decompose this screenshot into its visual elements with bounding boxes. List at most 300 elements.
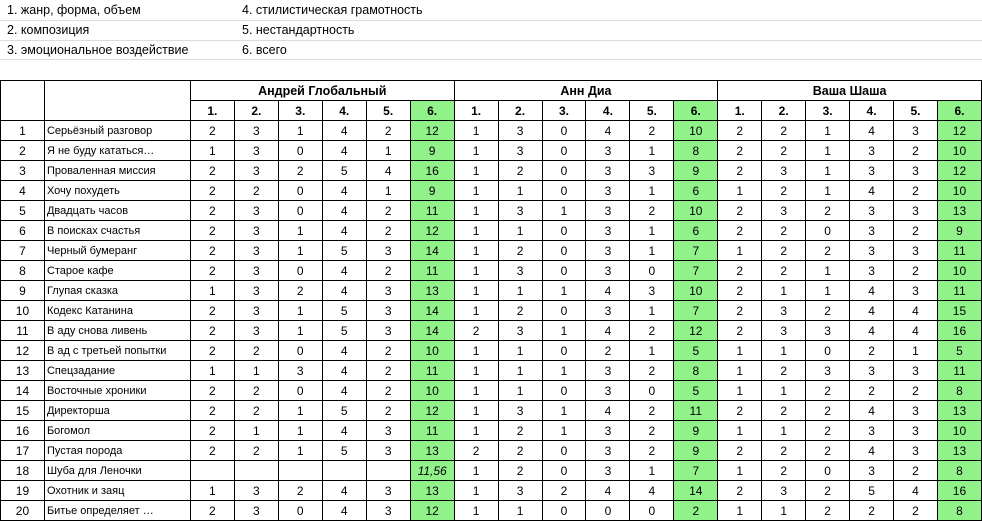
criterion-score: 3 — [850, 201, 894, 221]
total-score: 7 — [674, 301, 718, 321]
criterion-score: 1 — [454, 261, 498, 281]
criterion-score: 4 — [630, 481, 674, 501]
table-row — [1, 241, 982, 261]
total-score: 11 — [410, 421, 454, 441]
criterion-score: 0 — [278, 381, 322, 401]
story-title: Богомол — [44, 421, 190, 441]
table-row — [1, 461, 982, 481]
criterion-score: 3 — [498, 201, 542, 221]
criterion-score: 1 — [894, 341, 938, 361]
criterion-score: 4 — [322, 381, 366, 401]
row-number: 9 — [1, 281, 45, 301]
criterion-score: 4 — [850, 281, 894, 301]
total-score: 9 — [937, 221, 981, 241]
total-score: 7 — [674, 261, 718, 281]
criterion-header: 1. — [718, 101, 762, 121]
criterion-score: 1 — [762, 421, 806, 441]
total-score: 16 — [410, 161, 454, 181]
table-row — [1, 301, 982, 321]
criterion-score: 3 — [850, 461, 894, 481]
criterion-score — [366, 461, 410, 481]
criterion-score: 2 — [630, 421, 674, 441]
criterion-score: 2 — [498, 301, 542, 321]
criterion-score: 0 — [630, 261, 674, 281]
criterion-score: 1 — [454, 221, 498, 241]
criterion-header: 4. — [850, 101, 894, 121]
criterion-score: 2 — [190, 381, 234, 401]
criterion-score: 3 — [586, 201, 630, 221]
criterion-score: 1 — [366, 181, 410, 201]
criterion-score: 2 — [190, 421, 234, 441]
criterion-score: 2 — [806, 201, 850, 221]
criterion-score: 3 — [850, 241, 894, 261]
row-number: 20 — [1, 501, 45, 521]
total-score: 12 — [410, 121, 454, 141]
criterion-score: 1 — [454, 361, 498, 381]
criterion-score: 3 — [894, 121, 938, 141]
criterion-score: 2 — [718, 281, 762, 301]
total-score: 10 — [674, 281, 718, 301]
criterion-score: 2 — [630, 201, 674, 221]
total-score: 13 — [410, 441, 454, 461]
table-row — [1, 361, 982, 381]
criterion-score: 2 — [190, 181, 234, 201]
criterion-score: 2 — [630, 441, 674, 461]
story-title: В аду снова ливень — [44, 321, 190, 341]
criterion-score: 1 — [454, 121, 498, 141]
criterion-score: 1 — [630, 461, 674, 481]
criterion-score: 3 — [234, 261, 278, 281]
criterion-score: 3 — [366, 241, 410, 261]
total-score: 14 — [410, 301, 454, 321]
criterion-score: 2 — [762, 181, 806, 201]
criterion-score: 1 — [542, 321, 586, 341]
total-score: 13 — [410, 481, 454, 501]
criterion-score: 1 — [718, 241, 762, 261]
criterion-score: 1 — [498, 181, 542, 201]
criterion-score: 2 — [718, 441, 762, 461]
criterion-score: 4 — [586, 121, 630, 141]
total-score: 2 — [674, 501, 718, 521]
criterion-score: 4 — [586, 481, 630, 501]
criterion-header: 3. — [806, 101, 850, 121]
total-score: 9 — [410, 141, 454, 161]
criterion-score: 0 — [630, 381, 674, 401]
total-score: 9 — [410, 181, 454, 201]
criterion-score: 2 — [190, 201, 234, 221]
criterion-score: 3 — [894, 441, 938, 461]
criterion-score: 4 — [366, 161, 410, 181]
criterion-score: 1 — [806, 281, 850, 301]
criterion-score: 2 — [806, 421, 850, 441]
criterion-score: 3 — [806, 361, 850, 381]
total-score: 16 — [937, 481, 981, 501]
total-score: 15 — [937, 301, 981, 321]
criterion-score: 4 — [322, 481, 366, 501]
criterion-score: 1 — [762, 501, 806, 521]
criterion-score: 2 — [234, 441, 278, 461]
criterion-score: 5 — [322, 321, 366, 341]
criterion-score: 1 — [718, 341, 762, 361]
criterion-score: 1 — [630, 241, 674, 261]
criterion-score: 3 — [586, 461, 630, 481]
story-title: Пустая порода — [44, 441, 190, 461]
criterion-score: 0 — [542, 141, 586, 161]
criterion-score: 1 — [630, 341, 674, 361]
criterion-header: 1. — [190, 101, 234, 121]
criterion-score: 3 — [894, 421, 938, 441]
row-number: 1 — [1, 121, 45, 141]
criterion-score: 0 — [586, 501, 630, 521]
criterion-score: 0 — [542, 341, 586, 361]
criterion-score: 2 — [498, 161, 542, 181]
criterion-score: 2 — [498, 441, 542, 461]
criterion-score: 2 — [190, 441, 234, 461]
criterion-score: 3 — [586, 441, 630, 461]
criterion-score: 3 — [894, 281, 938, 301]
criterion-score: 3 — [894, 361, 938, 381]
criterion-score: 3 — [498, 321, 542, 341]
criterion-score: 2 — [762, 441, 806, 461]
total-score: 8 — [937, 381, 981, 401]
criterion-header: 3. — [542, 101, 586, 121]
criterion-score: 1 — [234, 421, 278, 441]
total-score: 9 — [674, 161, 718, 181]
criterion-score: 1 — [718, 501, 762, 521]
criterion-score: 2 — [762, 361, 806, 381]
criterion-score: 3 — [630, 161, 674, 181]
criterion-score: 2 — [762, 261, 806, 281]
criterion-score: 4 — [894, 321, 938, 341]
row-number: 14 — [1, 381, 45, 401]
criterion-score: 0 — [278, 201, 322, 221]
criterion-score: 4 — [322, 501, 366, 521]
criterion-score: 1 — [454, 381, 498, 401]
criterion-score: 0 — [542, 301, 586, 321]
criterion-score: 2 — [498, 461, 542, 481]
story-title: В ад с третьей попытки — [44, 341, 190, 361]
criterion-score: 2 — [850, 341, 894, 361]
criterion-score: 2 — [498, 421, 542, 441]
criterion-header: 3. — [278, 101, 322, 121]
criterion-score: 3 — [366, 281, 410, 301]
row-number: 17 — [1, 441, 45, 461]
criterion-score: 4 — [586, 321, 630, 341]
total-score: 10 — [410, 381, 454, 401]
criterion-score: 2 — [718, 261, 762, 281]
criterion-score: 4 — [894, 301, 938, 321]
total-header: 6. — [937, 101, 981, 121]
criterion-score: 5 — [322, 441, 366, 461]
criterion-score: 4 — [322, 141, 366, 161]
criterion-score: 2 — [894, 261, 938, 281]
story-title: Серьёзный разговор — [44, 121, 190, 141]
title-header-cell — [44, 81, 190, 121]
criterion-score: 2 — [850, 501, 894, 521]
criterion-score: 1 — [278, 221, 322, 241]
criterion-score: 1 — [762, 381, 806, 401]
story-title: Спецзадание — [44, 361, 190, 381]
criterion-score: 0 — [806, 461, 850, 481]
judge-name: Анн Диа — [454, 81, 718, 101]
criterion-score: 1 — [718, 381, 762, 401]
criterion-score: 3 — [234, 221, 278, 241]
criterion-score: 4 — [322, 421, 366, 441]
criterion-score: 2 — [190, 221, 234, 241]
row-number: 10 — [1, 301, 45, 321]
criterion-score: 3 — [850, 261, 894, 281]
criterion-score: 1 — [498, 281, 542, 301]
table-row — [1, 321, 982, 341]
criterion-score: 1 — [454, 421, 498, 441]
criterion-score: 3 — [894, 241, 938, 261]
criterion-score: 3 — [894, 161, 938, 181]
criterion-score: 2 — [718, 221, 762, 241]
criterion-score: 3 — [366, 501, 410, 521]
criterion-score: 1 — [190, 281, 234, 301]
total-score: 8 — [674, 361, 718, 381]
criterion-score: 1 — [278, 401, 322, 421]
total-score: 7 — [674, 461, 718, 481]
criterion-score: 3 — [234, 141, 278, 161]
criterion-score: 3 — [234, 161, 278, 181]
criterion-score: 1 — [278, 421, 322, 441]
criterion-score: 3 — [586, 141, 630, 161]
criterion-score: 3 — [850, 421, 894, 441]
criterion-score: 2 — [454, 441, 498, 461]
row-number: 12 — [1, 341, 45, 361]
legend-item: 2. композиция — [7, 23, 90, 37]
criterion-score: 1 — [454, 341, 498, 361]
criterion-score: 2 — [806, 501, 850, 521]
table-row — [1, 141, 982, 161]
criterion-score: 1 — [278, 321, 322, 341]
criterion-score: 3 — [234, 281, 278, 301]
total-score: 8 — [937, 501, 981, 521]
criterion-score: 3 — [850, 361, 894, 381]
table-row — [1, 281, 982, 301]
criterion-score: 2 — [586, 341, 630, 361]
criterion-score: 2 — [894, 181, 938, 201]
criterion-score: 2 — [234, 341, 278, 361]
story-title: Черный бумеранг — [44, 241, 190, 261]
criterion-score: 4 — [322, 341, 366, 361]
criterion-score: 2 — [278, 281, 322, 301]
total-score: 10 — [674, 121, 718, 141]
criterion-score: 4 — [850, 181, 894, 201]
criterion-score: 2 — [190, 121, 234, 141]
criterion-score: 3 — [366, 481, 410, 501]
total-score: 6 — [674, 181, 718, 201]
criterion-score: 0 — [542, 381, 586, 401]
criterion-score: 2 — [894, 501, 938, 521]
criterion-score: 3 — [498, 261, 542, 281]
table-row — [1, 381, 982, 401]
criterion-score: 3 — [762, 481, 806, 501]
criterion-score: 2 — [718, 321, 762, 341]
criterion-score: 3 — [234, 481, 278, 501]
criterion-score: 1 — [718, 181, 762, 201]
criterion-score: 2 — [718, 301, 762, 321]
criterion-score: 1 — [542, 361, 586, 381]
criterion-score: 0 — [542, 241, 586, 261]
table-row — [1, 501, 982, 521]
criterion-score: 0 — [542, 461, 586, 481]
criterion-score: 3 — [894, 201, 938, 221]
criterion-score: 0 — [542, 261, 586, 281]
criterion-header: 5. — [894, 101, 938, 121]
row-number: 5 — [1, 201, 45, 221]
criterion-score: 2 — [190, 321, 234, 341]
criterion-score: 1 — [630, 301, 674, 321]
criterion-score: 2 — [542, 481, 586, 501]
criterion-score: 1 — [278, 121, 322, 141]
criterion-score: 2 — [894, 141, 938, 161]
criterion-score: 3 — [498, 121, 542, 141]
table-row — [1, 341, 982, 361]
table-row — [1, 201, 982, 221]
total-score: 9 — [674, 421, 718, 441]
legend-item: 4. стилистическая грамотность — [242, 3, 423, 17]
criterion-score: 2 — [894, 381, 938, 401]
criterion-score: 2 — [718, 121, 762, 141]
criterion-score: 2 — [762, 401, 806, 421]
criterion-score: 4 — [894, 481, 938, 501]
criterion-score: 0 — [806, 221, 850, 241]
criterion-score: 2 — [366, 261, 410, 281]
criterion-score: 2 — [366, 401, 410, 421]
row-number: 2 — [1, 141, 45, 161]
criterion-score: 1 — [718, 421, 762, 441]
criterion-header: 5. — [366, 101, 410, 121]
total-score: 10 — [410, 341, 454, 361]
criterion-score: 3 — [850, 141, 894, 161]
criterion-score: 1 — [454, 181, 498, 201]
legend-item: 6. всего — [242, 43, 287, 57]
row-number: 19 — [1, 481, 45, 501]
story-title: Кодекс Катанина — [44, 301, 190, 321]
row-number: 8 — [1, 261, 45, 281]
criterion-score: 3 — [630, 281, 674, 301]
criterion-score: 1 — [806, 121, 850, 141]
legend-item: 3. эмоциональное воздействие — [7, 43, 189, 57]
criterion-header: 2. — [762, 101, 806, 121]
criterion-score: 4 — [322, 181, 366, 201]
criterion-score: 3 — [366, 301, 410, 321]
criterion-header: 4. — [586, 101, 630, 121]
criterion-score: 4 — [322, 281, 366, 301]
criterion-score: 1 — [454, 241, 498, 261]
total-score: 12 — [937, 121, 981, 141]
criterion-score: 4 — [850, 301, 894, 321]
criterion-score: 5 — [322, 301, 366, 321]
total-score: 8 — [674, 141, 718, 161]
total-score: 11 — [937, 281, 981, 301]
row-number: 11 — [1, 321, 45, 341]
legend-item: 1. жанр, форма, объем — [7, 3, 141, 17]
criterion-score: 2 — [234, 381, 278, 401]
criterion-score: 0 — [542, 121, 586, 141]
criterion-score: 2 — [718, 141, 762, 161]
total-score: 10 — [674, 201, 718, 221]
criterion-score: 1 — [498, 221, 542, 241]
criterion-score: 1 — [806, 261, 850, 281]
criterion-score: 0 — [542, 441, 586, 461]
criterion-score: 4 — [322, 261, 366, 281]
judge-header-row — [1, 81, 982, 101]
criterion-score: 2 — [366, 361, 410, 381]
criterion-score: 4 — [586, 281, 630, 301]
total-score: 11 — [410, 261, 454, 281]
criterion-score: 1 — [762, 341, 806, 361]
criterion-score: 3 — [762, 301, 806, 321]
criterion-score: 2 — [454, 321, 498, 341]
criterion-score: 5 — [850, 481, 894, 501]
criterion-score: 4 — [850, 401, 894, 421]
judge-name: Андрей Глобальный — [190, 81, 454, 101]
criterion-score: 3 — [498, 141, 542, 161]
criterion-score: 4 — [850, 121, 894, 141]
story-title: Охотник и заяц — [44, 481, 190, 501]
criterion-score: 3 — [762, 201, 806, 221]
criterion-score: 2 — [630, 321, 674, 341]
criterion-score: 2 — [762, 221, 806, 241]
criterion-score — [234, 461, 278, 481]
criterion-score: 1 — [630, 141, 674, 161]
table-row — [1, 401, 982, 421]
index-header-cell — [1, 81, 45, 121]
total-header: 6. — [410, 101, 454, 121]
criterion-score: 2 — [234, 401, 278, 421]
criterion-score: 3 — [498, 481, 542, 501]
criterion-score: 2 — [718, 401, 762, 421]
criterion-score: 3 — [586, 301, 630, 321]
criterion-score: 3 — [278, 361, 322, 381]
criterion-score: 1 — [278, 301, 322, 321]
criterion-score: 2 — [630, 361, 674, 381]
criterion-score: 0 — [806, 341, 850, 361]
criterion-score: 1 — [806, 141, 850, 161]
criterion-score: 2 — [762, 241, 806, 261]
criterion-score: 2 — [894, 461, 938, 481]
criterion-score: 4 — [322, 201, 366, 221]
criterion-score: 2 — [190, 241, 234, 261]
table-row — [1, 261, 982, 281]
criterion-score: 2 — [630, 121, 674, 141]
total-score: 11 — [410, 201, 454, 221]
criterion-score: 3 — [586, 261, 630, 281]
criterion-score: 2 — [630, 401, 674, 421]
criterion-score: 1 — [234, 361, 278, 381]
total-score: 11 — [937, 241, 981, 261]
criterion-score: 2 — [762, 141, 806, 161]
total-score: 12 — [674, 321, 718, 341]
criterion-score: 3 — [234, 321, 278, 341]
criterion-score: 3 — [586, 361, 630, 381]
criterion-score: 2 — [234, 181, 278, 201]
criterion-score: 3 — [234, 301, 278, 321]
criterion-score: 5 — [322, 401, 366, 421]
criterion-score: 3 — [586, 161, 630, 181]
story-title: Хочу похудеть — [44, 181, 190, 201]
total-score: 10 — [937, 421, 981, 441]
criterion-score: 2 — [190, 401, 234, 421]
criterion-score: 1 — [542, 281, 586, 301]
criterion-score: 1 — [454, 161, 498, 181]
criterion-score: 4 — [850, 321, 894, 341]
criterion-score: 2 — [366, 381, 410, 401]
total-score: 13 — [410, 281, 454, 301]
